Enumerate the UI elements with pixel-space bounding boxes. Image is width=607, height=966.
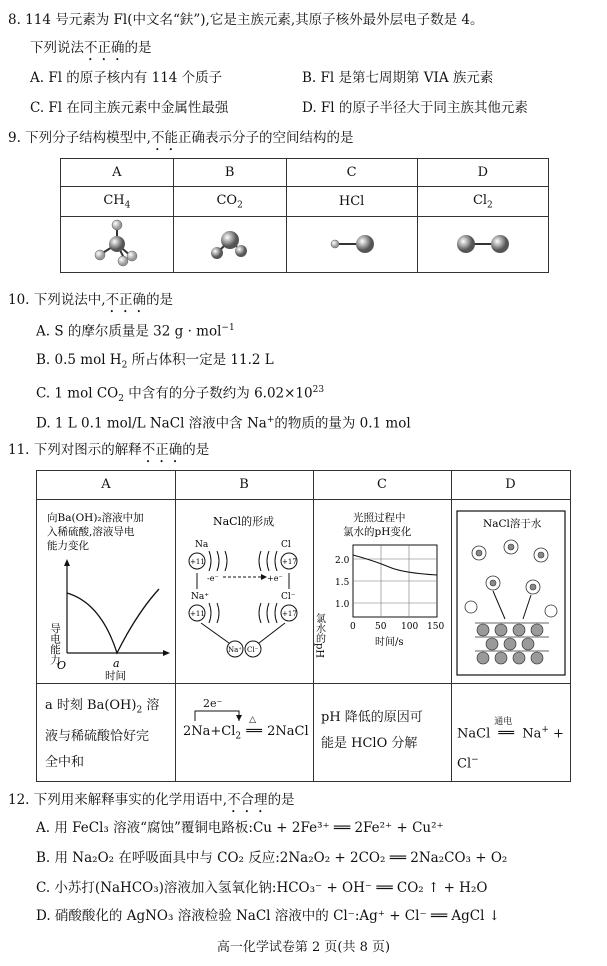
co2-bent-model: [200, 218, 260, 268]
q10-option-a: A. S 的摩尔质量是 32 g · mol$^{-1}$: [36, 323, 235, 340]
page-footer: 高一化学试卷第 2 页(共 8 页): [216, 940, 391, 955]
ch4-ball-stick-model: [87, 218, 147, 268]
q9-formula-c: HCl: [286, 187, 417, 217]
svg-text:+11: +11: [190, 610, 205, 618]
svg-text:Na⁺: Na⁺: [228, 646, 242, 654]
svg-text:能力变化: 能力变化: [47, 540, 89, 552]
q11-figure-a: [41, 503, 171, 682]
q9-header-b: B: [173, 159, 286, 187]
svg-text:+17: +17: [282, 610, 297, 618]
q9-table: [60, 158, 549, 273]
svg-text:1.5: 1.5: [335, 578, 350, 588]
svg-text:100: 100: [401, 622, 419, 632]
q9-model-d: [417, 217, 548, 273]
q11-figure-d: [453, 503, 569, 679]
svg-text:a: a: [113, 657, 120, 670]
q11-header-a: A: [101, 477, 111, 492]
q12-option-d: D. 硝酸酸化的 AgNO₃ 溶液检验 NaCl 溶液中的 Cl⁻:Ag⁺ + Cl⁻ ══ AgCl ↓: [36, 908, 501, 924]
q9-formula-d: $Cl_2$: [417, 187, 548, 217]
svg-text:入稀硫酸,溶液导电: 入稀硫酸,溶液导电: [47, 526, 135, 538]
svg-text:Na: Na: [195, 540, 209, 550]
q12-stem: 12. 下列用来解释事实的化学用语中,不合理的是: [8, 792, 295, 808]
svg-text:+e⁻: +e⁻: [267, 574, 283, 583]
svg-text:NaCl溶于水: NaCl溶于水: [483, 518, 542, 530]
svg-text:Na⁺: Na⁺: [191, 592, 209, 602]
q11-header-d: D: [505, 477, 516, 492]
q8-option-d: D. Fl 的原子半径大于同主族其他元素: [302, 100, 528, 116]
q12-option-b: B. 用 Na₂O₂ 在呼吸面具中与 CO₂ 反应:2Na₂O₂ + 2CO₂ ══ 2Na₂CO₃ + O₂: [36, 850, 508, 866]
svg-text:-e⁻: -e⁻: [207, 574, 219, 583]
q10-option-c: C. 1 mol $CO_2$ 中含有的分子数约为 $6.02\times 10^{23}$: [36, 385, 325, 405]
q8-stem: 8. 114 号元素为 Fl(中文名“鈇”),它是主族元素,其原子核外最外层电子数是 4。: [8, 12, 484, 28]
q8-ask: 下列说法不正确的是: [30, 40, 152, 56]
q10-option-d: D. 1 L 0.1 mol/L NaCl 溶液中含 Na+的物质的量为 0.1 mol: [36, 415, 411, 432]
q11-figure-c: [315, 503, 449, 679]
hcl-linear-model: [317, 218, 387, 268]
svg-text:+11: +11: [190, 558, 205, 566]
q10-stem: 10. 下列说法中,不正确的是: [8, 292, 174, 308]
q11-figure-b: [177, 503, 311, 679]
q9-stem: 9. 下列分子结构模型中,不能正确表示分子的空间结构的是: [8, 130, 354, 146]
svg-text:NaCl的形成: NaCl的形成: [213, 515, 275, 528]
svg-text:2.0: 2.0: [335, 556, 350, 566]
svg-text:150: 150: [427, 622, 445, 632]
q11-explanation-d: NaCl 通电 ══ Na+ + Cl−: [457, 717, 564, 772]
svg-text:1.0: 1.0: [335, 600, 350, 610]
cl2-linear-model: [448, 218, 518, 268]
q11-explanation-c: pH 降低的原因可 能是 HClO 分解: [321, 710, 423, 751]
svg-text:时间: 时间: [105, 670, 126, 682]
q8-option-a: A. Fl 的原子核内有 114 个质子: [30, 70, 223, 86]
svg-text:+17: +17: [282, 558, 297, 566]
q10-option-b: B. 0.5 mol $H_2$ 所占体积一定是 11.2 L: [36, 352, 274, 371]
svg-text:光照过程中: 光照过程中: [353, 512, 406, 524]
svg-text:O: O: [57, 659, 67, 672]
q9-formula-b: $CO_2$: [173, 187, 286, 217]
svg-text:Cl⁻: Cl⁻: [281, 592, 296, 602]
q9-header-d: D: [417, 159, 548, 187]
q9-formula-a: $CH_4$: [61, 187, 174, 217]
q8-option-b: B. Fl 是第七周期第 VIA 族元素: [302, 70, 494, 86]
q9-model-b: [173, 217, 286, 273]
q11-header-b: B: [239, 477, 249, 492]
q9-header-c: C: [286, 159, 417, 187]
q11-explanation-a: a 时刻 $Ba(OH)_2$ 溶 液与稀硫酸恰好完 全中和: [45, 698, 160, 770]
q11-explanation-b: 2e⁻ $2Na+Cl_2$ △ ══ 2NaCl: [183, 697, 309, 742]
svg-text:导电能力: 导电能力: [49, 623, 61, 665]
q9-header-a: A: [61, 159, 174, 187]
svg-text:时间/s: 时间/s: [375, 637, 404, 648]
q12-option-c: C. 小苏打(NaHCO₃)溶液加入氢氧化钠:HCO₃⁻ + OH⁻ ══ CO₂ ↑ + H₂O: [36, 880, 488, 896]
svg-text:0: 0: [350, 622, 356, 632]
svg-text:50: 50: [375, 622, 387, 632]
q11-table: [36, 470, 571, 782]
svg-text:向Ba(OH)₂溶液中加: 向Ba(OH)₂溶液中加: [47, 512, 144, 524]
q8-option-c: C. Fl 在同主族元素中金属性最强: [30, 100, 229, 116]
q11-header-c: C: [377, 477, 387, 492]
svg-text:Cl: Cl: [281, 540, 291, 550]
q11-stem: 11. 下列对图示的解释不正确的是: [8, 442, 210, 458]
q12-option-a: A. 用 FeCl₃ 溶液“腐蚀”覆铜电路板:Cu + 2Fe³⁺ ══ 2Fe²⁺ + Cu²⁺: [36, 820, 444, 836]
q9-model-a: [61, 217, 174, 273]
svg-text:Cl⁻: Cl⁻: [247, 646, 259, 654]
svg-text:氯水的pH变化: 氯水的pH变化: [343, 526, 412, 538]
svg-text:氯水的pH: 氯水的pH: [313, 613, 325, 659]
q9-model-c: [286, 217, 417, 273]
